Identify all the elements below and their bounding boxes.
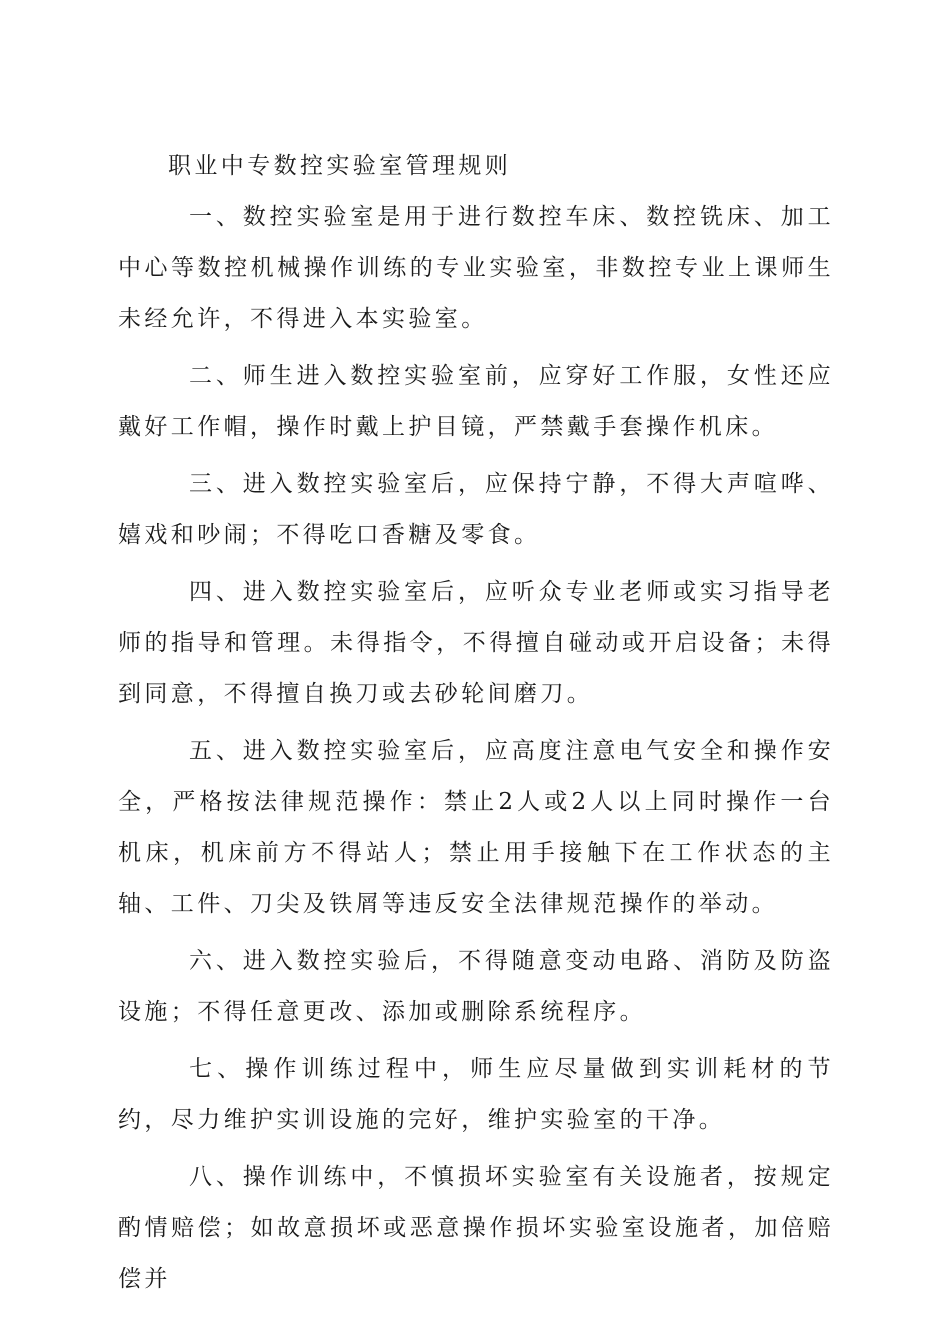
document-body xyxy=(118,141,834,1311)
rule-paragraph-3: 三、进入数控实验室后，应保持宁静，不得大声喧哗、嬉戏和吵闹；不得吃口香糖及零食。 xyxy=(118,471,834,548)
rule-paragraph-7: 七、操作训练过程中，师生应尽量做到实训耗材的节约，尽力维护实训设施的完好，维护实验室的干净。 xyxy=(118,1056,834,1133)
rule-paragraph-2: 二、师生进入数控实验室前，应穿好工作服，女性还应戴好工作帽，操作时戴上护目镜，严禁戴手套操作机床。 xyxy=(118,363,834,440)
document-title: 职业中专数控实验室管理规则 xyxy=(168,153,512,179)
rule-paragraph-4: 四、进入数控实验室后，应听众专业老师或实习指导老师的指导和管理。未得指令，不得擅自碰动或开启设备；未得到同意，不得擅自换刀或去砂轮间磨刀。 xyxy=(118,579,834,707)
rule-paragraph-5: 五、进入数控实验室后，应高度注意电气安全和操作安全，严格按法律规范操作：禁止2人或2人以上同时操作一台机床，机床前方不得站人；禁止用手接触下在工作状态的主轴、工件、刀尖及铁屑等违反安全法律规范操作的举动。 xyxy=(118,738,834,917)
rule-paragraph-6: 六、进入数控实验后，不得随意变动电路、消防及防盗设施；不得任意更改、添加或删除系统程序。 xyxy=(118,948,834,1025)
rule-paragraph-8: 八、操作训练中，不慎损坏实验室有关设施者，按规定酌情赔偿；如故意损坏或恶意操作损坏实验室设施者，加倍赔偿并 xyxy=(118,1164,834,1292)
rule-paragraph-1: 一、数控实验室是用于进行数控车床、数控铣床、加工中心等数控机械操作训练的专业实验室，非数控专业上课师生未经允许，不得进入本实验室。 xyxy=(118,204,834,332)
